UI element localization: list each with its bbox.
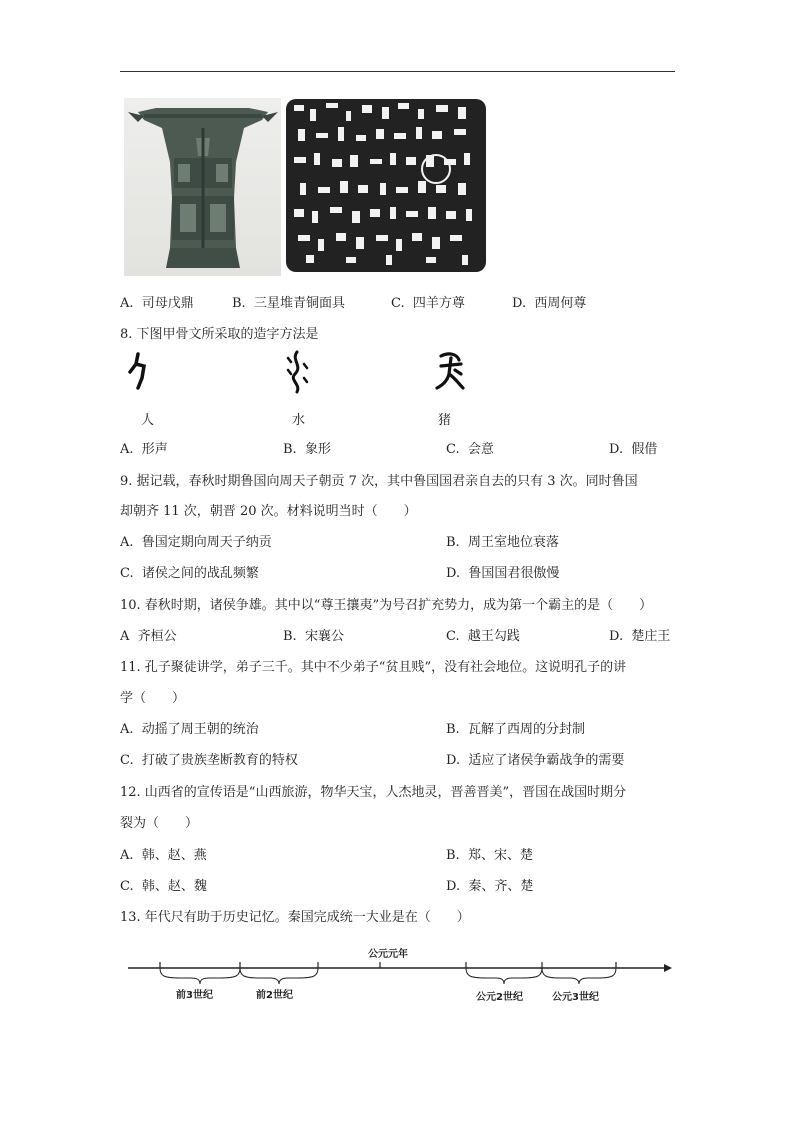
inscription-rubbing [286, 99, 486, 272]
q10-question: 10. 春秋时期，诸侯争雄。其中以“尊王攘夷”为号召扩充势力，成为第一个霸主的是（ ） [120, 598, 653, 613]
q11-option-a[interactable]: A. 动摇了周王朝的统治 [120, 722, 259, 737]
glyph-caption-water: 水 [292, 413, 306, 428]
q9-option-c[interactable]: C. 诸侯之间的战乱频繁 [120, 566, 259, 581]
q12-option-a[interactable]: A. 韩、赵、燕 [120, 848, 207, 863]
timeline-label-2nd-century-bc: 前2世纪 [256, 990, 293, 1001]
q12-option-b[interactable]: B. 郑、宋、楚 [446, 848, 533, 863]
q10-option-b[interactable]: B. 宋襄公 [283, 629, 344, 644]
q8-option-c[interactable]: C. 会意 [446, 442, 494, 457]
timeline-label-ad-1: 公元元年 [368, 949, 408, 960]
q8-option-d[interactable]: D. 假借 [609, 442, 658, 457]
oracle-glyph-water [285, 350, 309, 398]
q7-option-b[interactable]: B. 三星堆青铜面具 [232, 296, 345, 311]
q12-option-c[interactable]: C. 韩、赵、魏 [120, 879, 207, 894]
q11-option-d[interactable]: D. 适应了诸侯争霸战争的需要 [446, 753, 625, 768]
q11-option-b[interactable]: B. 瓦解了西周的分封制 [446, 722, 585, 737]
timeline-label-3rd-century-bc: 前3世纪 [176, 990, 213, 1001]
q7-option-a[interactable]: A. 司母戊鼎 [120, 296, 194, 311]
q9-option-d[interactable]: D. 鲁国国君很傲慢 [446, 566, 560, 581]
q8-question: 8. 下图甲骨文所采取的造字方法是 [120, 327, 319, 342]
timeline-label-3rd-century-ad: 公元3世纪 [552, 992, 599, 1003]
q10-option-a[interactable]: A 齐桓公 [120, 629, 177, 644]
q8-option-a[interactable]: A. 形声 [120, 442, 168, 457]
timeline-label-2nd-century-ad: 公元2世纪 [476, 992, 523, 1003]
q13-question: 13. 年代尺有助于历史记忆。秦国完成统一大业是在（ ） [120, 910, 470, 925]
header-rule [120, 71, 675, 72]
q11-question-line2: 学（ ） [120, 691, 186, 706]
q7-option-c[interactable]: C. 四羊方尊 [391, 296, 465, 311]
oracle-glyph-pig [433, 350, 467, 398]
bronze-vessel-photo [124, 98, 281, 276]
q8-option-b[interactable]: B. 象形 [283, 442, 331, 457]
q9-question-line1: 9. 据记载，春秋时期鲁国向周天子朝贡 7 次，其中鲁国国君亲自去的只有 3 次。同时鲁国 [120, 474, 638, 489]
q11-question-line1: 11. 孔子聚徒讲学，弟子三千。其中不少弟子“贫且贱”，没有社会地位。这说明孔子的讲 [120, 660, 627, 675]
q7-option-d[interactable]: D. 西周何尊 [512, 296, 587, 311]
q12-question-line2: 裂为（ ） [120, 816, 199, 831]
q12-question-line1: 12. 山西省的宣传语是“山西旅游，物华天宝，人杰地灵，晋善晋美”，晋国在战国时期分 [120, 785, 627, 800]
q12-option-d[interactable]: D. 秦、齐、楚 [446, 879, 534, 894]
q9-question-line2: 却朝齐 11 次，朝晋 20 次。材料说明当时（ ） [120, 504, 417, 519]
glyph-caption-pig: 猪 [438, 413, 452, 428]
oracle-glyph-person [122, 352, 152, 396]
q9-option-b[interactable]: B. 周王室地位衰落 [446, 535, 559, 550]
q10-option-c[interactable]: C. 越王勾践 [446, 629, 520, 644]
glyph-caption-person: 人 [141, 413, 155, 428]
q11-option-c[interactable]: C. 打破了贵族垄断教育的特权 [120, 753, 298, 768]
q9-option-a[interactable]: A. 鲁国定期向周天子纳贡 [120, 535, 272, 550]
q10-option-d[interactable]: D. 楚庄王 [609, 629, 671, 644]
